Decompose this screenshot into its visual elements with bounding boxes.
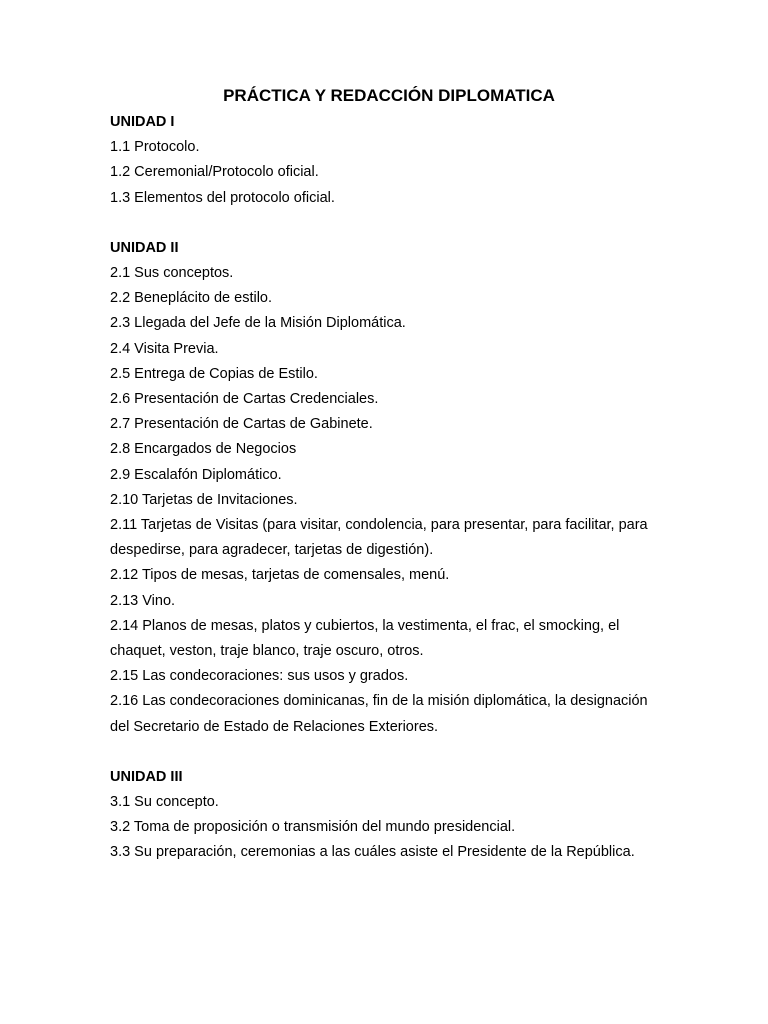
unit-item: 2.10 Tarjetas de Invitaciones. (110, 491, 298, 508)
unit-3-heading: UNIDAD III (110, 768, 183, 785)
unit-item: 2.9 Escalafón Diplomático. (110, 466, 282, 483)
unit-2-heading: UNIDAD II (110, 239, 179, 256)
unit-item: 2.5 Entrega de Copias de Estilo. (110, 365, 318, 382)
unit-1-items (110, 135, 668, 211)
unit-item: 1.1 Protocolo. (110, 139, 200, 156)
unit-3-section (110, 765, 668, 866)
unit-item: 2.13 Vino. (110, 592, 176, 609)
unit-2-items (110, 261, 668, 740)
unit-2-section (110, 236, 668, 740)
unit-item: 2.8 Encargados de Negocios (110, 441, 297, 458)
unit-item: 3.3 Su preparación, ceremonias a las cuáles asiste el Presidente de la República. (110, 844, 635, 861)
unit-item: 2.15 Las condecoraciones: sus usos y grados. (110, 668, 409, 685)
unit-item: 2.14 Planos de mesas, platos y cubiertos, la vestimenta, el frac, el smocking, el chaquet, veston, traje blanco, traje oscuro, otros. (110, 617, 620, 660)
unit-3-items (110, 790, 668, 866)
unit-item: 2.7 Presentación de Cartas de Gabinete. (110, 416, 373, 433)
unit-item: 2.1 Sus conceptos. (110, 265, 234, 282)
unit-item: 2.12 Tipos de mesas, tarjetas de comensales, menú. (110, 567, 450, 584)
unit-item: 2.2 Beneplácito de estilo. (110, 290, 273, 307)
unit-item: 2.6 Presentación de Cartas Credenciales. (110, 391, 379, 408)
unit-item: 1.2 Ceremonial/Protocolo oficial. (110, 164, 319, 181)
unit-item: 2.3 Llegada del Jefe de la Misión Diplomática. (110, 315, 406, 332)
unit-1-heading: UNIDAD I (110, 114, 175, 130)
document-title: PRÁCTICA Y REDACCIÓN DIPLOMATICA (223, 86, 555, 105)
unit-item: 3.1 Su concepto. (110, 794, 219, 811)
unit-item: 2.11 Tarjetas de Visitas (para visitar, condolencia, para presentar, para facilitar, para despedirse, para agradecer, tarjetas de digestión). (110, 517, 648, 559)
unit-item: 2.4 Visita Previa. (110, 340, 219, 357)
unit-item: 1.3 Elementos del protocolo oficial. (110, 189, 335, 206)
unit-1-section (110, 110, 668, 211)
unit-item: 3.2 Toma de proposición o transmisión del mundo presidencial. (110, 819, 516, 836)
unit-item: 2.16 Las condecoraciones dominicanas, fin de la misión diplomática, la designación del Secretario de Estado de Relaciones Exteriores. (110, 693, 648, 735)
